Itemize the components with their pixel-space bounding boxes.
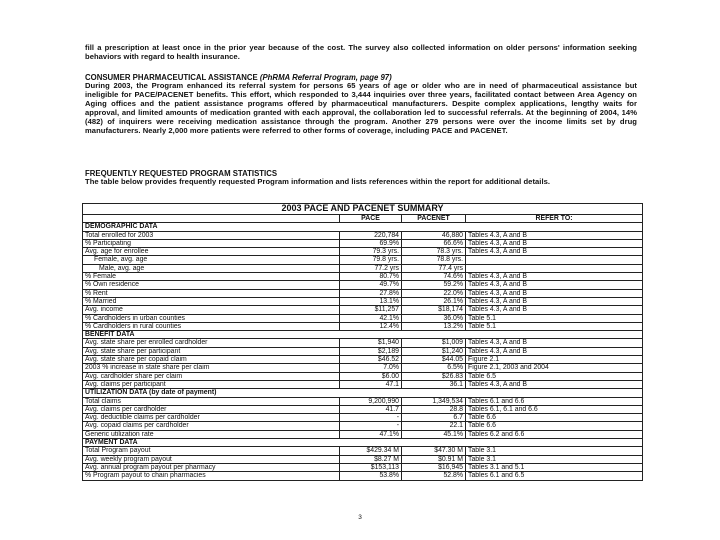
table-row — [83, 364, 643, 372]
reference-cell: Tables 4.3, A and B — [466, 231, 643, 239]
row-label: Avg. claims per cardholder — [83, 405, 340, 413]
pace-value: 80.7% — [340, 273, 402, 281]
column-header-refer-to: REFER TO: — [466, 215, 643, 223]
section-title: UTILIZATION DATA (by date of payment) — [83, 389, 643, 397]
page-number: 3 — [358, 514, 362, 521]
pacenet-value: 78.8 yrs. — [402, 256, 466, 264]
table-row — [83, 297, 643, 305]
pace-value: 47.1 — [340, 380, 402, 388]
row-label: Avg. deductible claims per cardholder — [83, 414, 340, 422]
row-label: 2003 % increase in state share per claim — [83, 364, 340, 372]
pace-value: $46.52 — [340, 356, 402, 364]
section-header-row — [83, 389, 643, 397]
consumer-paragraph: During 2003, the Program enhanced its referral system for persons 65 years of age or older who are in need of pharmaceutical assistance but ineligible for PACE/PACENET benefits. This effort, which responded to 3,444 inquiries over three years, facilitated contact between Area Agency on Aging offices and the patient assistance programs offered by pharmaceutical manufacturers. Despite complex applications, lengthy waits for approval, and limited amounts of medication granted with each approval, the collaboration led to successful referrals. At the beginning of 2004, 14% (482) of inquirers were receiving medication assistance through the program. Another 279 persons were over the income limits set by drug manufacturers. Nearly 2,000 more patients were referred to other forms of coverage, including PACE and PACENET. — [85, 81, 637, 135]
reference-cell: Tables 4.3, A and B — [466, 347, 643, 355]
table-row — [83, 372, 643, 380]
pacenet-value: $1,009 — [402, 339, 466, 347]
reference-cell: Tables 4.3, A and B — [466, 281, 643, 289]
pacenet-value: 1,349,534 — [402, 397, 466, 405]
pace-value: - — [340, 422, 402, 430]
pacenet-value: 52.8% — [402, 472, 466, 480]
section-header-row — [83, 223, 643, 231]
row-label: Generic utilization rate — [83, 430, 340, 438]
row-label: Total enrolled for 2003 — [83, 231, 340, 239]
stats-paragraph: The table below provides frequently requested Program information and lists references within the report for additional details. — [85, 177, 551, 186]
pace-value: 42.1% — [340, 314, 402, 322]
pace-value: 27.8% — [340, 289, 402, 297]
reference-cell: Figure 2.1 — [466, 356, 643, 364]
pacenet-value: 36.1 — [402, 380, 466, 388]
reference-cell: Tables 6.2 and 6.6 — [466, 430, 643, 438]
reference-cell — [466, 256, 643, 264]
table-row — [83, 306, 643, 314]
reference-cell: Tables 3.1 and 5.1 — [466, 463, 643, 471]
table-row — [83, 231, 643, 239]
pace-value: 220,784 — [340, 231, 402, 239]
table-row — [83, 347, 643, 355]
pace-value: 47.1% — [340, 430, 402, 438]
row-label: Avg. copaid claims per cardholder — [83, 422, 340, 430]
pacenet-value: 77.4 yrs — [402, 264, 466, 272]
reference-cell: Tables 4.3, A and B — [466, 273, 643, 281]
row-label: Avg. state share per participant — [83, 347, 340, 355]
reference-cell: Tables 4.3, A and B — [466, 297, 643, 305]
column-header-pacenet: PACENET — [402, 215, 466, 223]
reference-cell: Tables 4.3, A and B — [466, 289, 643, 297]
pacenet-value: 45.1% — [402, 430, 466, 438]
pacenet-value: $18,174 — [402, 306, 466, 314]
pacenet-value: $47.30 M — [402, 447, 466, 455]
pace-value: $8.27 M — [340, 455, 402, 463]
pacenet-value: $0.91 M — [402, 455, 466, 463]
pace-value: 7.0% — [340, 364, 402, 372]
pacenet-value: 74.6% — [402, 273, 466, 281]
section-title: DEMOGRAPHIC DATA — [83, 223, 643, 231]
row-label: Avg. age for enrollee — [83, 248, 340, 256]
row-label: Avg. claims per participant — [83, 380, 340, 388]
pacenet-value: 22.0% — [402, 289, 466, 297]
table-row — [83, 273, 643, 281]
reference-cell: Tables 4.3, A and B — [466, 248, 643, 256]
table-row — [83, 256, 643, 264]
table-row — [83, 339, 643, 347]
pace-value: 69.9% — [340, 239, 402, 247]
table-row — [83, 264, 643, 272]
row-label: Avg. income — [83, 306, 340, 314]
consumer-heading-title: CONSUMER PHARMACEUTICAL ASSISTANCE — [85, 73, 258, 82]
row-label: % Participating — [83, 239, 340, 247]
pacenet-value: $26.83 — [402, 372, 466, 380]
pacenet-value: 6.5% — [402, 364, 466, 372]
pace-value: 41.7 — [340, 405, 402, 413]
table-row — [83, 281, 643, 289]
pace-value: 12.4% — [340, 322, 402, 330]
pace-value: 9,200,990 — [340, 397, 402, 405]
column-header-label — [83, 215, 340, 223]
table-row — [83, 447, 643, 455]
pace-value: 79.8 yrs. — [340, 256, 402, 264]
reference-cell: Tables 4.3, A and B — [466, 306, 643, 314]
reference-cell: Tables 4.3, A and B — [466, 380, 643, 388]
row-label: % Female — [83, 273, 340, 281]
reference-cell: Table 5.1 — [466, 322, 643, 330]
stats-heading: FREQUENTLY REQUESTED PROGRAM STATISTICS — [85, 169, 278, 178]
pace-value: 13.1% — [340, 297, 402, 305]
table-row — [83, 463, 643, 471]
row-label: Total Program payout — [83, 447, 340, 455]
row-label: Avg. annual program payout per pharmacy — [83, 463, 340, 471]
row-label: Male, avg. age — [83, 264, 340, 272]
table-row — [83, 322, 643, 330]
reference-cell: Table 5.1 — [466, 314, 643, 322]
table-row — [83, 455, 643, 463]
pacenet-value: 22.1 — [402, 422, 466, 430]
table-row — [83, 414, 643, 422]
row-label: % Cardholders in rural counties — [83, 322, 340, 330]
reference-cell: Table 3.1 — [466, 455, 643, 463]
row-label: % Rent — [83, 289, 340, 297]
pacenet-value: 13.2% — [402, 322, 466, 330]
table-row — [83, 380, 643, 388]
pacenet-value: 78.3 yrs. — [402, 248, 466, 256]
row-label: % Own residence — [83, 281, 340, 289]
section-header-row — [83, 331, 643, 339]
summary-table — [82, 203, 643, 481]
row-label: Avg. state share per enrolled cardholder — [83, 339, 340, 347]
section-title: BENEFIT DATA — [83, 331, 643, 339]
table-row — [83, 356, 643, 364]
pace-value: 79.3 yrs. — [340, 248, 402, 256]
reference-cell: Figure 2.1, 2003 and 2004 — [466, 364, 643, 372]
table-row — [83, 239, 643, 247]
pace-value: $1,940 — [340, 339, 402, 347]
pace-value: 49.7% — [340, 281, 402, 289]
table-row — [83, 405, 643, 413]
pacenet-value: $44.05 — [402, 356, 466, 364]
table-row — [83, 314, 643, 322]
table-row — [83, 430, 643, 438]
pacenet-value: 26.1% — [402, 297, 466, 305]
table-row — [83, 472, 643, 480]
reference-cell: Tables 6.1, 6.1 and 6.6 — [466, 405, 643, 413]
pacenet-value: 46,880 — [402, 231, 466, 239]
table-row — [83, 248, 643, 256]
pacenet-value: 36.0% — [402, 314, 466, 322]
column-header-pace: PACE — [340, 215, 402, 223]
reference-cell: Tables 6.1 and 6.5 — [466, 472, 643, 480]
reference-cell: Table 6.5 — [466, 372, 643, 380]
table-row — [83, 289, 643, 297]
row-label: Avg. weekly program payout — [83, 455, 340, 463]
row-label: % Cardholders in urban counties — [83, 314, 340, 322]
pace-value: 53.8% — [340, 472, 402, 480]
reference-cell: Table 6.6 — [466, 422, 643, 430]
row-label: Avg. cardholder share per claim — [83, 372, 340, 380]
pace-value: 77.2 yrs — [340, 264, 402, 272]
row-label: % Married — [83, 297, 340, 305]
pacenet-value: 6.7 — [402, 414, 466, 422]
table-row — [83, 397, 643, 405]
intro-paragraph: fill a prescription at least once in the prior year because of the cost. The survey also collected information on older persons' information seeking behaviors with regard to health insurance. — [85, 43, 637, 61]
table-row — [83, 422, 643, 430]
reference-cell: Tables 4.3, A and B — [466, 239, 643, 247]
row-label: Avg. state share per copaid claim — [83, 356, 340, 364]
pace-value: $6.00 — [340, 372, 402, 380]
pace-value: $2,189 — [340, 347, 402, 355]
reference-cell: Tables 6.1 and 6.6 — [466, 397, 643, 405]
pacenet-value: 66.6% — [402, 239, 466, 247]
consumer-heading-ref: (PhRMA Referral Program, page 97) — [259, 73, 392, 82]
row-label: Total claims — [83, 397, 340, 405]
section-title: PAYMENT DATA — [83, 439, 643, 447]
reference-cell: Table 6.6 — [466, 414, 643, 422]
pacenet-value: $16,945 — [402, 463, 466, 471]
pace-value: $429.34 M — [340, 447, 402, 455]
reference-cell: Tables 4.3, A and B — [466, 339, 643, 347]
pace-value: - — [340, 414, 402, 422]
pace-value: $153,113 — [340, 463, 402, 471]
pacenet-value: $1,240 — [402, 347, 466, 355]
row-label: Female, avg. age — [83, 256, 340, 264]
section-header-row — [83, 439, 643, 447]
pacenet-value: 59.2% — [402, 281, 466, 289]
reference-cell: Table 3.1 — [466, 447, 643, 455]
pace-value: $11,257 — [340, 306, 402, 314]
table-title: 2003 PACE AND PACENET SUMMARY — [83, 204, 643, 215]
reference-cell — [466, 264, 643, 272]
pacenet-value: 28.8 — [402, 405, 466, 413]
row-label: % Program payout to chain pharmacies — [83, 472, 340, 480]
